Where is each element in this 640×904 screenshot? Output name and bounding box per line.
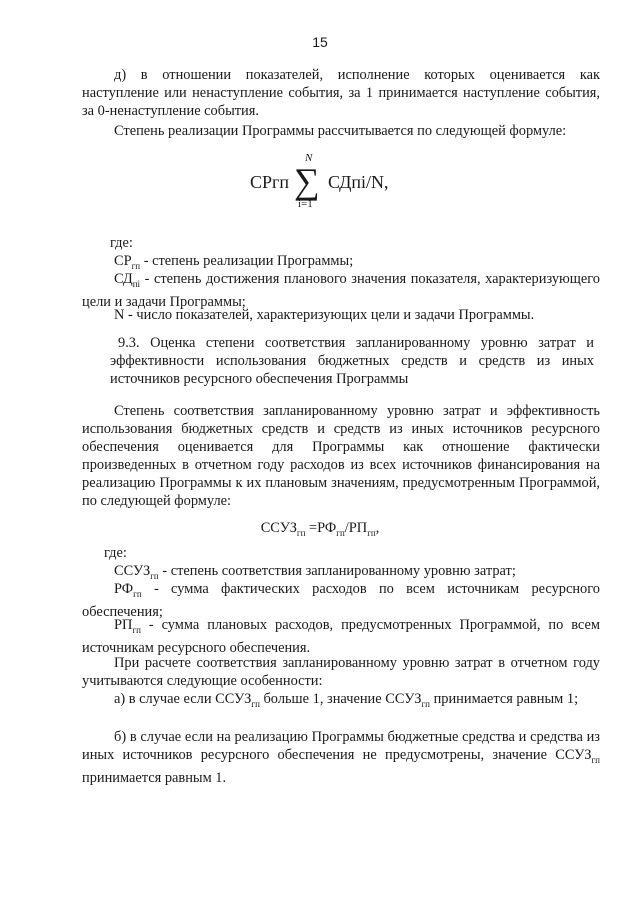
- paragraph-d: д) в отношении показателей, исполнение которых оценивается как наступление или ненаступление события, за 1 принимается наступление события, за 0-ненаступление события.: [82, 67, 600, 119]
- def5-symbol: РФ: [114, 581, 134, 597]
- formula2-slash: /РП: [344, 520, 368, 536]
- item-a-post: принимается равным 1;: [429, 691, 579, 707]
- definition-cd: [82, 270, 600, 311]
- formula2-a-sub: гп: [296, 527, 306, 538]
- where-label-1: где:: [110, 235, 133, 251]
- formula1-rhs: СДпi/N,: [328, 172, 389, 192]
- def6-sub: гп: [132, 624, 141, 635]
- formula-program-realization: [250, 152, 450, 220]
- formula2-b-sub: гп: [336, 527, 345, 538]
- formula2-end: ,: [375, 520, 380, 536]
- definition-rf: [82, 580, 600, 621]
- def1-text: - степень реализации Программы;: [140, 253, 354, 269]
- def1-symbol: СР: [114, 253, 132, 269]
- formula2-c-sub: гп: [367, 527, 376, 538]
- def2-sub: пi: [132, 278, 141, 289]
- def2-symbol: СД: [114, 271, 133, 287]
- formula-cost-compliance: [0, 520, 640, 538]
- item-b-pre: б) в случае если на реализацию Программы бюджетные средства и средства из иных источников ресурсного обеспечения не предусмотрены, значение ССУЗ: [82, 729, 600, 763]
- item-a-sub1: гп: [251, 698, 260, 709]
- def4-symbol: ССУЗ: [114, 563, 151, 579]
- sum-symbol-icon: ∑: [294, 161, 320, 201]
- def5-text: - сумма фактических расходов по всем источникам ресурсного обеспечения;: [82, 581, 600, 620]
- def4-sub: гп: [150, 570, 159, 581]
- def6-symbol: РП: [114, 617, 133, 633]
- section-heading: 9.3. Оценка степени соответствия запланированному уровню затрат и эффективности использования бюджетных средств и средств из иных источников ресурсного обеспечения Программы: [110, 335, 594, 387]
- item-a: [82, 690, 600, 713]
- item-b-post: принимается равным 1.: [82, 769, 227, 786]
- page-number: 15: [312, 34, 328, 50]
- def6-text: - сумма плановых расходов, предусмотренных Программой, по всем источникам ресурсного обеспечения.: [82, 617, 600, 656]
- formula2-eq: =РФ: [305, 520, 337, 536]
- def4-text: - степень соответствия запланированному уровню затрат;: [158, 563, 516, 579]
- formula2-a: ССУЗ: [260, 520, 297, 536]
- where-label-2: где:: [104, 545, 127, 561]
- definition-rp: [82, 616, 600, 657]
- item-b: [82, 728, 600, 787]
- definition-n: N - число показателей, характеризующих цели и задачи Программы.: [114, 307, 535, 323]
- paragraph-features: При расчете соответствия запланированному уровню затрат в отчетном году учитываются следующие особенности:: [82, 655, 600, 689]
- formula1-lhs: СРгп: [250, 172, 290, 192]
- formula1-upper-limit: N: [305, 152, 313, 164]
- item-b-sub: гп: [591, 754, 600, 765]
- item-a-sub2: гп: [421, 698, 430, 709]
- item-a-pre: а) в случае если ССУЗ: [114, 691, 252, 707]
- def5-sub: гп: [133, 588, 142, 599]
- formula1-lower-limit: i=1: [298, 198, 313, 210]
- def1-sub: гп: [131, 260, 141, 271]
- paragraph-main: Степень соответствия запланированному уровню затрат и эффективность использования бюджетных средств и средств из иных источников ресурсного обеспечения оценивается для Программы как отношение фактически произведенных в отчетном году расходов из всех источников финансирования на реализацию Программы к их плановым значениям, предусмотренным Программой, по следующей формуле:: [82, 403, 600, 509]
- paragraph-intro: Степень реализации Программы рассчитывается по следующей формуле:: [114, 123, 567, 139]
- def2-text: - степень достижения планового значения показателя, характеризующего цели и задачи Программы;: [82, 271, 600, 310]
- item-a-mid: больше 1, значение ССУЗ: [259, 691, 422, 707]
